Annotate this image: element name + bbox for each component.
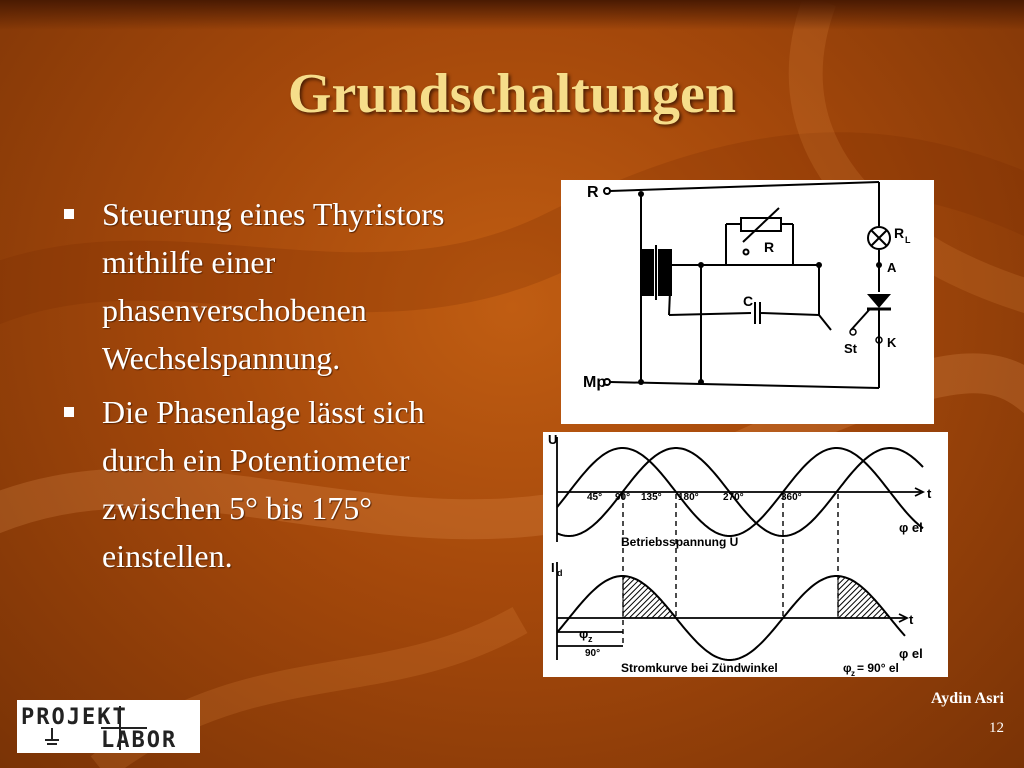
slide-title: Grundschaltungen — [287, 63, 737, 125]
circuit-diagram — [561, 180, 934, 424]
page-number: 12 — [989, 720, 1004, 736]
tick-label: 135° — [641, 492, 662, 503]
author-name: Aydin Asri — [930, 690, 1004, 707]
top-shadow-band — [0, 0, 1024, 30]
logo-line-2: LABOR — [101, 728, 178, 753]
label-pot: R — [764, 239, 775, 255]
axis-t-label-top: t — [927, 486, 932, 501]
label-rl: R — [894, 225, 905, 241]
axis-u-label: U — [548, 432, 558, 447]
bullet-text: Steuerung eines Thyristors mithilfe einer phasenverschobenen Wechselspannung. — [102, 196, 445, 376]
phi-z-sub: z — [588, 634, 593, 644]
top-caption: Betriebsspannung U — [621, 535, 739, 549]
phi-value: 90° — [585, 648, 601, 659]
tick-label: 360° — [781, 492, 802, 503]
label-st: St — [844, 341, 857, 356]
bottom-caption: Stromkurve bei Zündwinkel — [621, 661, 778, 675]
conduction-area-2 — [838, 576, 891, 618]
label-r: R — [587, 184, 599, 201]
logo-line-1: PROJEKT — [21, 705, 128, 730]
axis-phi-label-bottom: φ el — [899, 646, 923, 661]
bullet-item — [58, 190, 498, 382]
tick-label: 90° — [615, 492, 631, 503]
bullet-item — [58, 388, 498, 580]
bottom-caption-value: = 90° el — [857, 661, 899, 675]
label-k: K — [887, 335, 897, 350]
axis-phi-label-top: φ el — [899, 520, 923, 535]
tick-label: 45° — [587, 492, 603, 503]
bullet-square-icon — [64, 407, 74, 417]
waveform-diagram — [543, 432, 948, 677]
label-mp: Mp — [583, 374, 607, 391]
tick-label: 180° — [678, 492, 699, 503]
label-a: A — [887, 260, 897, 275]
bullet-square-icon — [64, 209, 74, 219]
conduction-area-1 — [623, 576, 676, 618]
projekt-labor-logo — [17, 700, 200, 753]
axis-t-label-bottom: t — [909, 612, 914, 627]
tick-label: 270° — [723, 492, 744, 503]
phi-z-label: φ — [579, 626, 589, 641]
bullet-list — [58, 190, 498, 586]
axis-i-sub: d — [557, 568, 563, 578]
bullet-text: Die Phasenlage lässt sich durch ein Potentiometer zwischen 5° bis 175° einstellen. — [102, 394, 425, 574]
bottom-caption-phi: φ — [843, 661, 852, 675]
label-rl-sub: L — [905, 235, 911, 245]
axis-i-label: I — [551, 560, 555, 575]
label-c: C — [743, 293, 754, 309]
bottom-caption-phi-sub: z — [851, 669, 855, 677]
